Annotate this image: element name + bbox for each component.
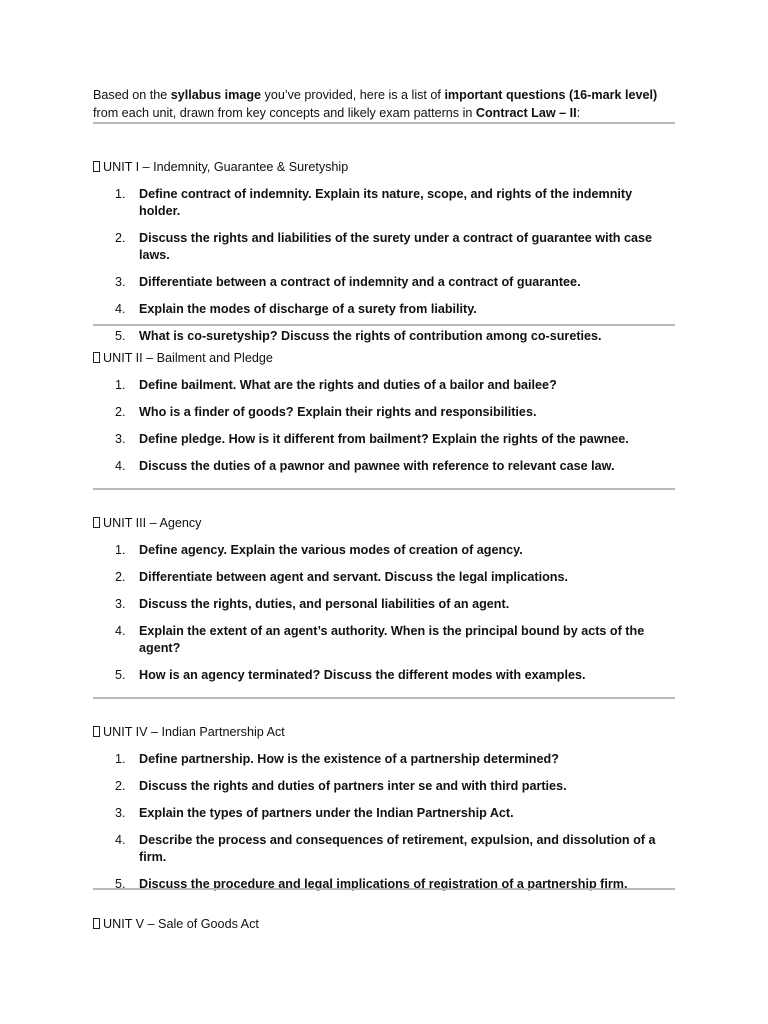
list-item: [93, 751, 675, 768]
list-item: [93, 377, 675, 394]
list-number: 1.: [115, 752, 126, 766]
question-text: Define bailment. What are the rights and duties of a bailor and bailee?: [139, 378, 557, 392]
question-text: Discuss the rights, duties, and personal liabilities of an agent.: [139, 597, 510, 611]
unit-title-text: UNIT IV – Indian Partnership Act: [103, 725, 285, 739]
list-item: [93, 569, 675, 586]
list-number: 3.: [115, 432, 126, 446]
question-list: [93, 186, 675, 345]
question-text: How is an agency terminated? Discuss the different modes with examples.: [139, 668, 586, 682]
question-text: Explain the extent of an agent’s authority. When is the principal bound by acts of the agent?: [139, 624, 645, 655]
missing-glyph-icon: [93, 918, 100, 929]
list-item: [93, 328, 675, 345]
divider: [93, 324, 675, 326]
intro-bold-2: important questions (16-mark level): [444, 88, 658, 102]
question-text: Define agency. Explain the various modes of creation of agency.: [139, 543, 523, 557]
list-number: 4.: [115, 459, 126, 473]
question-text: What is co-suretyship? Discuss the rights of contribution among co-sureties.: [139, 329, 602, 343]
list-number: 2.: [115, 570, 126, 584]
list-item: [93, 230, 675, 264]
missing-glyph-icon: [93, 726, 100, 737]
list-item: [93, 596, 675, 613]
unit-title-text: UNIT III – Agency: [103, 516, 202, 530]
list-item: [93, 186, 675, 220]
unit-title-text: UNIT I – Indemnity, Guarantee & Suretyship: [103, 160, 349, 174]
list-number: 1.: [115, 378, 126, 392]
intro-text-2: you’ve provided, here is a list of: [261, 88, 445, 102]
question-text: Who is a finder of goods? Explain their rights and responsibilities.: [139, 405, 537, 419]
list-number: 1.: [115, 187, 126, 201]
intro-text-1: Based on the: [93, 88, 171, 102]
list-item: [93, 458, 675, 475]
divider: [93, 488, 675, 490]
list-number: 5.: [115, 668, 126, 682]
list-number: 2.: [115, 779, 126, 793]
question-text: Discuss the procedure and legal implications of registration of a partnership firm.: [139, 877, 628, 891]
unit-section-4: [93, 723, 675, 893]
list-number: 2.: [115, 405, 126, 419]
list-number: 1.: [115, 543, 126, 557]
unit-title-text: UNIT II – Bailment and Pledge: [103, 351, 273, 365]
intro-bold-3: Contract Law – II: [475, 106, 577, 120]
list-number: 4.: [115, 302, 126, 316]
question-text: Define partnership. How is the existence of a partnership determined?: [139, 752, 559, 766]
question-text: Define pledge. How is it different from bailment? Explain the rights of the pawnee.: [139, 432, 629, 446]
divider: [93, 888, 675, 890]
list-item: [93, 876, 675, 893]
list-item: [93, 404, 675, 421]
list-number: 3.: [115, 806, 126, 820]
list-number: 5.: [115, 877, 126, 891]
unit-heading: [93, 915, 675, 933]
list-number: 4.: [115, 833, 126, 847]
question-text: Explain the types of partners under the Indian Partnership Act.: [139, 806, 514, 820]
question-list: [93, 542, 675, 684]
intro-paragraph: [93, 86, 675, 122]
list-number: 3.: [115, 275, 126, 289]
list-number: 4.: [115, 624, 126, 638]
question-text: Differentiate between a contract of indemnity and a contract of guarantee.: [139, 275, 581, 289]
list-number: 2.: [115, 231, 126, 245]
list-item: [93, 301, 675, 318]
document-body: [93, 86, 675, 931]
intro-text-4: :: [576, 106, 581, 120]
list-item: [93, 623, 675, 657]
question-text: Differentiate between agent and servant. Discuss the legal implications.: [139, 570, 569, 584]
list-number: 5.: [115, 329, 126, 343]
list-item: [93, 274, 675, 291]
question-text: Explain the modes of discharge of a surety from liability.: [139, 302, 477, 316]
list-item: [93, 667, 675, 684]
unit-heading: [93, 723, 675, 741]
unit-section-3: [93, 514, 675, 684]
list-item: [93, 832, 675, 866]
missing-glyph-icon: [93, 352, 100, 363]
unit-heading: [93, 349, 675, 367]
divider: [93, 122, 675, 124]
question-list: [93, 377, 675, 475]
list-item: [93, 542, 675, 559]
question-text: Discuss the duties of a pawnor and pawnee with reference to relevant case law.: [139, 459, 615, 473]
list-item: [93, 431, 675, 448]
question-list: [93, 751, 675, 893]
intro-text-3: from each unit, drawn from key concepts and likely exam patterns in: [93, 106, 476, 120]
question-text: Define contract of indemnity. Explain its nature, scope, and rights of the indemnity holder.: [139, 187, 633, 218]
list-item: [93, 778, 675, 795]
unit-heading: [93, 158, 675, 176]
unit-section-2: [93, 349, 675, 475]
unit-heading: [93, 514, 675, 532]
question-text: Describe the process and consequences of retirement, expulsion, and dissolution of a firm.: [139, 833, 656, 864]
divider: [93, 697, 675, 699]
unit-section-5: [93, 915, 675, 933]
intro-bold-1: syllabus image: [170, 88, 262, 102]
question-text: Discuss the rights and duties of partners inter se and with third parties.: [139, 779, 567, 793]
missing-glyph-icon: [93, 161, 100, 172]
missing-glyph-icon: [93, 517, 100, 528]
unit-title-text: UNIT V – Sale of Goods Act: [103, 917, 259, 931]
list-item: [93, 805, 675, 822]
unit-section-1: [93, 158, 675, 345]
question-text: Discuss the rights and liabilities of the surety under a contract of guarantee with case laws.: [139, 231, 652, 262]
list-number: 3.: [115, 597, 126, 611]
